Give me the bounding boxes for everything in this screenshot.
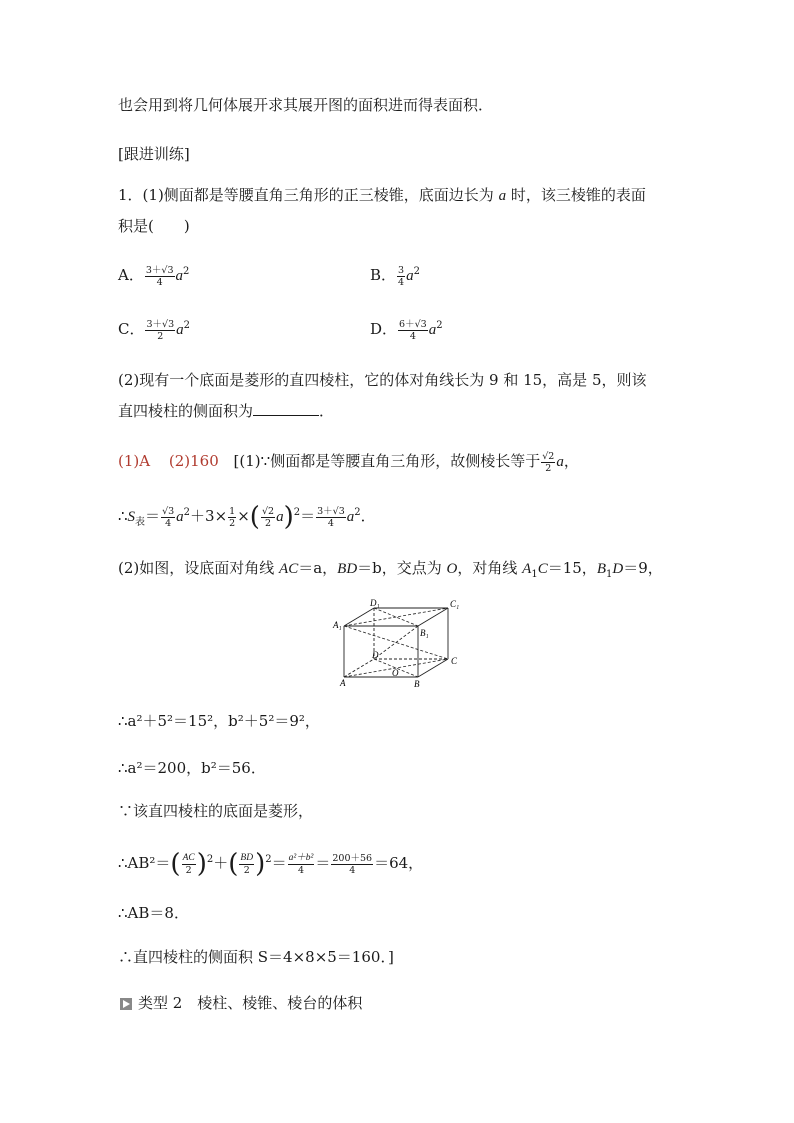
answer-2: (2)160 bbox=[168, 452, 219, 470]
var-A1C: A bbox=[522, 561, 532, 577]
option-d-den: 4 bbox=[409, 330, 416, 342]
option-c-var: a bbox=[176, 322, 184, 338]
var-C: C bbox=[537, 561, 548, 577]
frac-AC-over-2 bbox=[182, 853, 196, 876]
option-b-var: a bbox=[406, 268, 414, 284]
frac-den: 4 bbox=[165, 517, 172, 529]
solution-line4: ∴a²＋5²＝15²，b²＋5²＝9²， bbox=[118, 712, 320, 730]
solution-line5: ∴a²＝200，b²＝56． bbox=[118, 759, 266, 777]
label-D: D bbox=[372, 650, 379, 660]
option-b bbox=[370, 264, 420, 288]
option-c-exp: 2 bbox=[183, 320, 191, 331]
frac-num: √2 bbox=[261, 505, 275, 517]
exp-2: 2 bbox=[354, 507, 361, 518]
frac-den: 4 bbox=[297, 864, 305, 876]
var-a: a bbox=[276, 509, 284, 525]
frac-sqrt3-over-4 bbox=[161, 506, 175, 529]
option-a-label: A． bbox=[118, 266, 144, 284]
frac-sqrt2-over-2 bbox=[261, 506, 275, 529]
frac-result bbox=[316, 506, 346, 529]
frac-den: 4 bbox=[349, 864, 356, 876]
text: ＝b，交点为 bbox=[357, 559, 447, 577]
option-d bbox=[370, 318, 443, 342]
label-B: B bbox=[414, 679, 420, 689]
option-b-fraction bbox=[397, 265, 405, 288]
text: ＝a， bbox=[298, 559, 338, 577]
label-D1: D₁ bbox=[370, 598, 380, 608]
option-d-label: D． bbox=[370, 320, 398, 338]
frac-256-over-4 bbox=[331, 853, 373, 876]
solution-line8: ∴AB＝8． bbox=[118, 904, 189, 922]
times: × bbox=[237, 507, 250, 525]
exp-2: 2 bbox=[183, 507, 191, 518]
S-subscript: 表 bbox=[135, 517, 146, 528]
var-O: O bbox=[446, 561, 458, 577]
frac-num: 1 bbox=[229, 505, 236, 517]
equals: ＝ bbox=[315, 854, 331, 872]
solution-text-1: [(1)∵侧面都是等腰直角三角形，故侧棱长等于 bbox=[233, 452, 541, 470]
label-A: A bbox=[340, 678, 346, 688]
frac-1-over-2 bbox=[228, 506, 236, 529]
q1-part1-text-a: 1．(1)侧面都是等腰直角三角形的正三棱锥，底面边长为 bbox=[118, 186, 499, 204]
q1-part2-end: ． bbox=[319, 402, 335, 420]
option-a-den: 4 bbox=[156, 276, 163, 288]
answer-blank bbox=[253, 401, 319, 416]
text: ＝15， bbox=[547, 559, 597, 577]
frac-den: 2 bbox=[264, 517, 272, 529]
q1-part1-line1 bbox=[118, 184, 646, 207]
frac-ab-over-4 bbox=[288, 853, 315, 876]
label-C1: C₁ bbox=[450, 599, 460, 609]
var-a: a bbox=[556, 454, 564, 470]
equals-2: ＝ bbox=[300, 507, 316, 525]
next-section-title: 类型 2 棱柱、棱锥、棱台的体积 bbox=[138, 994, 363, 1012]
frac-num: BD bbox=[240, 852, 254, 863]
frac-den: 2 bbox=[185, 864, 192, 876]
frac-sqrt2-over-2 bbox=[541, 451, 555, 474]
equals-1: ＝ bbox=[145, 507, 161, 525]
var-D: D bbox=[612, 561, 624, 577]
option-d-num: 6＋√3 bbox=[399, 318, 427, 330]
option-a-fraction bbox=[145, 265, 175, 288]
text: ，对角线 bbox=[457, 559, 523, 577]
q1-part2-text: 直四棱柱的侧面积为 bbox=[118, 402, 254, 420]
option-c bbox=[118, 318, 190, 342]
solution-line6: ∵该直四棱柱的底面是菱形， bbox=[118, 802, 314, 820]
frac-num: √2 bbox=[542, 450, 555, 462]
solution-line9: ∴直四棱柱的侧面积 S＝4×8×5＝160．] bbox=[118, 948, 394, 966]
option-d-var: a bbox=[428, 322, 437, 338]
period: ． bbox=[360, 507, 376, 525]
q1-var-a: a bbox=[498, 188, 507, 204]
plus: ＋ bbox=[213, 854, 229, 872]
q1-part1-line2: 积是( ) bbox=[118, 217, 190, 235]
label-A1: A₁ bbox=[333, 620, 342, 630]
option-b-den: 4 bbox=[398, 276, 405, 288]
solution-line3 bbox=[118, 557, 663, 580]
right-paren: ) bbox=[255, 849, 266, 879]
q1-part1-text-b: 时，该三棱锥的表面 bbox=[506, 186, 646, 204]
solution-line7 bbox=[118, 849, 424, 879]
frac-den: 2 bbox=[243, 864, 250, 876]
answer-1: (1)A bbox=[118, 452, 151, 470]
q1-part2-line2 bbox=[118, 400, 334, 422]
frac-den: 2 bbox=[229, 517, 236, 529]
var-a: a bbox=[346, 509, 355, 525]
next-section-heading bbox=[120, 992, 362, 1014]
solution-line1 bbox=[118, 450, 579, 474]
right-paren: ) bbox=[196, 849, 207, 879]
frac-num: √3 bbox=[162, 505, 175, 517]
option-b-num: 3 bbox=[398, 264, 405, 276]
option-a-exp: 2 bbox=[183, 266, 190, 277]
left-paren: ( bbox=[228, 849, 239, 879]
option-c-label: C． bbox=[118, 320, 145, 338]
option-b-exp: 2 bbox=[413, 266, 420, 277]
option-d-exp: 2 bbox=[436, 320, 443, 331]
var-BD: BD bbox=[337, 561, 358, 577]
exp-2: 2 bbox=[265, 854, 272, 865]
solution-line2 bbox=[118, 502, 376, 532]
label-C: C bbox=[451, 656, 458, 666]
comma: ， bbox=[563, 452, 579, 470]
text: (2)如图，设底面对角线 bbox=[118, 559, 280, 577]
var-a: a bbox=[176, 509, 184, 525]
prism-figure bbox=[330, 598, 470, 690]
text: ∴AB²＝ bbox=[118, 854, 171, 872]
frac-num: 200＋56 bbox=[332, 852, 373, 864]
subscript: 1 bbox=[605, 569, 613, 580]
option-a-var: a bbox=[175, 268, 183, 284]
var-AC: AC bbox=[279, 561, 299, 577]
frac-den: 4 bbox=[327, 517, 334, 529]
left-paren: ( bbox=[249, 502, 260, 532]
var-S: S bbox=[127, 509, 136, 525]
therefore-symbol: ∴ bbox=[118, 507, 128, 525]
option-d-fraction bbox=[398, 319, 428, 342]
subscript: 1 bbox=[531, 569, 538, 580]
option-b-label: B． bbox=[370, 266, 397, 284]
equals: ＝ bbox=[271, 854, 287, 872]
text: ＝9， bbox=[623, 559, 663, 577]
q1-part2-line1: (2)现有一个底面是菱形的直四棱柱，它的体对角线长为 9 和 15，高是 5，则该 bbox=[118, 371, 647, 389]
section-label: [跟进训练] bbox=[118, 145, 190, 163]
right-paren: ) bbox=[283, 502, 294, 532]
option-c-num: 3＋√3 bbox=[146, 318, 175, 330]
exp-2: 2 bbox=[293, 507, 301, 518]
label-O: O bbox=[392, 668, 399, 678]
frac-BD-over-2 bbox=[239, 853, 254, 876]
frac-num: AC bbox=[182, 852, 195, 863]
play-icon bbox=[120, 998, 132, 1010]
option-a-num: 3＋√3 bbox=[145, 264, 174, 276]
option-c-den: 2 bbox=[157, 330, 164, 342]
frac-num: a²＋b² bbox=[288, 852, 314, 863]
text: ＝64， bbox=[374, 854, 424, 872]
label-B1: B₁ bbox=[420, 628, 429, 638]
intro-text: 也会用到将几何体展开求其展开图的面积进而得表面积． bbox=[118, 96, 494, 114]
option-a bbox=[118, 264, 189, 288]
exp-2: 2 bbox=[206, 854, 214, 865]
option-c-fraction bbox=[145, 319, 175, 342]
frac-den: 2 bbox=[545, 462, 552, 474]
var-B1D: B bbox=[596, 561, 606, 577]
frac-num: 3＋√3 bbox=[317, 505, 345, 517]
plus-three-times: ＋3× bbox=[190, 507, 228, 525]
left-paren: ( bbox=[170, 849, 181, 879]
